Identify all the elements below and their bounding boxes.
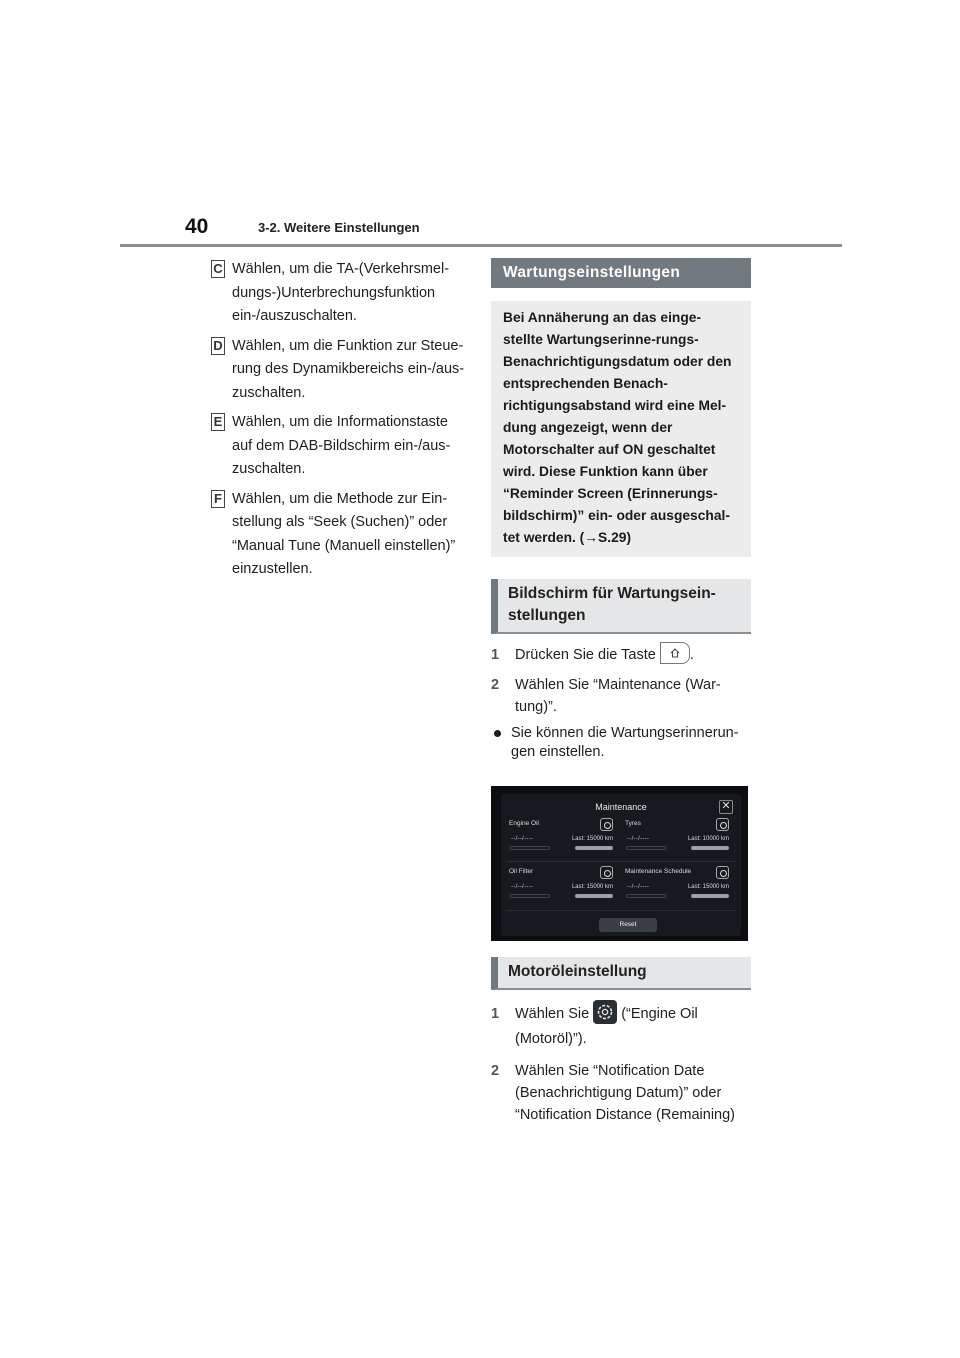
marker-e: E — [211, 413, 225, 431]
date-bar — [626, 846, 666, 850]
distance-bar — [575, 894, 613, 898]
step-text: Drücken Sie die Taste — [515, 647, 656, 663]
dialog-divider — [507, 861, 735, 862]
dialog-divider — [507, 910, 735, 911]
step-2 — [491, 674, 751, 718]
definition-e — [210, 411, 470, 482]
step-number: 2 — [491, 1063, 500, 1080]
definition-text: Wählen, um die TA-(Verkehrsmel-dungs-)Unterbrechungsfunktion ein-/auszuschalten. — [232, 261, 450, 324]
maintenance-screen-heading — [491, 579, 751, 634]
cell-date: --/--/---- — [627, 884, 650, 891]
bullet-dot-icon — [494, 730, 501, 737]
gear-icon[interactable] — [600, 818, 613, 831]
step-text-post: (“Engine Oil (Motoröl)”). — [515, 1006, 698, 1048]
bullet-item — [491, 724, 751, 762]
maintenance-cell-oil-filter — [507, 866, 617, 906]
date-bar — [510, 894, 550, 898]
distance-bar — [691, 894, 729, 898]
maintenance-cell-engine-oil — [507, 818, 617, 858]
date-bar — [626, 894, 666, 898]
maintenance-settings-band: Wartungseinstellungen — [491, 258, 751, 288]
gear-icon — [593, 1000, 617, 1024]
heading-text: Bildschirm für Wartungsein-stellungen — [508, 585, 716, 624]
step-1 — [491, 644, 751, 666]
maintenance-cell-schedule — [623, 866, 733, 906]
step-text-pre: Wählen Sie — [515, 1006, 590, 1023]
step-number: 1 — [491, 647, 500, 663]
definition-text: Wählen, um die Funktion zur Steue-rung des Dynamikbereichs ein-/aus-zuschalten. — [232, 337, 465, 401]
marker-f: F — [211, 490, 225, 508]
note-text: Bei Annäherung an das einge-stellte Wartungserinne-rungs-Benachrichtigungsdatum oder den entsprechenden Benach-richtigungsabstand wird eine Mel-dung angezeigt, wenn der Motorschalter auf ON geschaltet wird. Diese Funktion kann über “Reminder Screen (Erinnerungs-bildschirm)” ein- oder ausgeschal-tet werden. (→S.29) — [503, 310, 732, 545]
bullet-text: Sie können die Wartungserinnerun-gen einstellen. — [511, 725, 739, 761]
engine-oil-heading — [491, 957, 751, 990]
marker-d: D — [211, 337, 225, 355]
oil-step-2 — [491, 1060, 751, 1126]
cell-label: Maintenance Schedule — [625, 868, 692, 876]
gear-icon[interactable] — [600, 866, 613, 879]
step-text: Wählen Sie “Maintenance (War-tung)”. — [515, 677, 721, 716]
cell-label: Engine Oil — [509, 820, 539, 828]
date-bar — [510, 846, 550, 850]
reset-button[interactable]: Reset — [599, 918, 657, 932]
gear-icon[interactable] — [716, 818, 729, 831]
gear-icon[interactable] — [716, 866, 729, 879]
cell-last: Last: 15000 km — [687, 884, 729, 891]
maintenance-cell-tyres — [623, 818, 733, 858]
distance-bar — [575, 846, 613, 850]
cell-last: Last: 15000 km — [571, 884, 613, 891]
note-box — [491, 301, 751, 557]
cell-date: --/--/---- — [511, 884, 534, 891]
cell-label: Tyres — [625, 820, 641, 828]
header-rule — [120, 244, 842, 247]
oil-step-1 — [491, 1002, 751, 1052]
step-number: 2 — [491, 677, 500, 694]
step-number: 1 — [491, 1006, 500, 1023]
definition-d — [210, 335, 470, 406]
distance-bar — [691, 846, 729, 850]
step-end: . — [689, 647, 694, 663]
marker-c: C — [211, 260, 225, 278]
home-icon — [660, 642, 690, 664]
cell-last: Last: 10000 km — [687, 836, 729, 843]
definition-f — [210, 488, 470, 582]
dialog-title: Maintenance — [595, 802, 647, 813]
step-text: Wählen Sie “Notification Date (Benachrichtigung Datum)” oder “Notification Distance (Remaining) — [515, 1063, 735, 1124]
cell-last: Last: 15000 km — [571, 836, 613, 843]
maintenance-dialog — [501, 794, 741, 936]
close-icon[interactable]: ✕ — [719, 800, 733, 814]
steps-list — [491, 644, 751, 762]
maintenance-screenshot — [491, 786, 748, 941]
definition-text: Wählen, um die Informationstaste auf dem DAB-Bildschirm ein-/aus-zuschalten. — [232, 414, 451, 477]
cell-date: --/--/---- — [627, 836, 650, 843]
definition-c — [210, 258, 470, 329]
definition-text: Wählen, um die Methode zur Ein-stellung als “Seek (Suchen)” oder “Manual Tune (Manuell einstellen)” einzustellen. — [232, 490, 456, 577]
page-number: 40 — [185, 215, 209, 238]
oil-steps-list — [491, 1002, 751, 1126]
right-column — [491, 258, 751, 1134]
cell-label: Oil Filter — [509, 868, 534, 876]
heading-text: Motoröleinstellung — [508, 963, 647, 981]
section-title: 3-2. Weitere Einstellungen — [258, 220, 420, 235]
cell-date: --/--/---- — [511, 836, 534, 843]
left-column — [210, 258, 470, 588]
